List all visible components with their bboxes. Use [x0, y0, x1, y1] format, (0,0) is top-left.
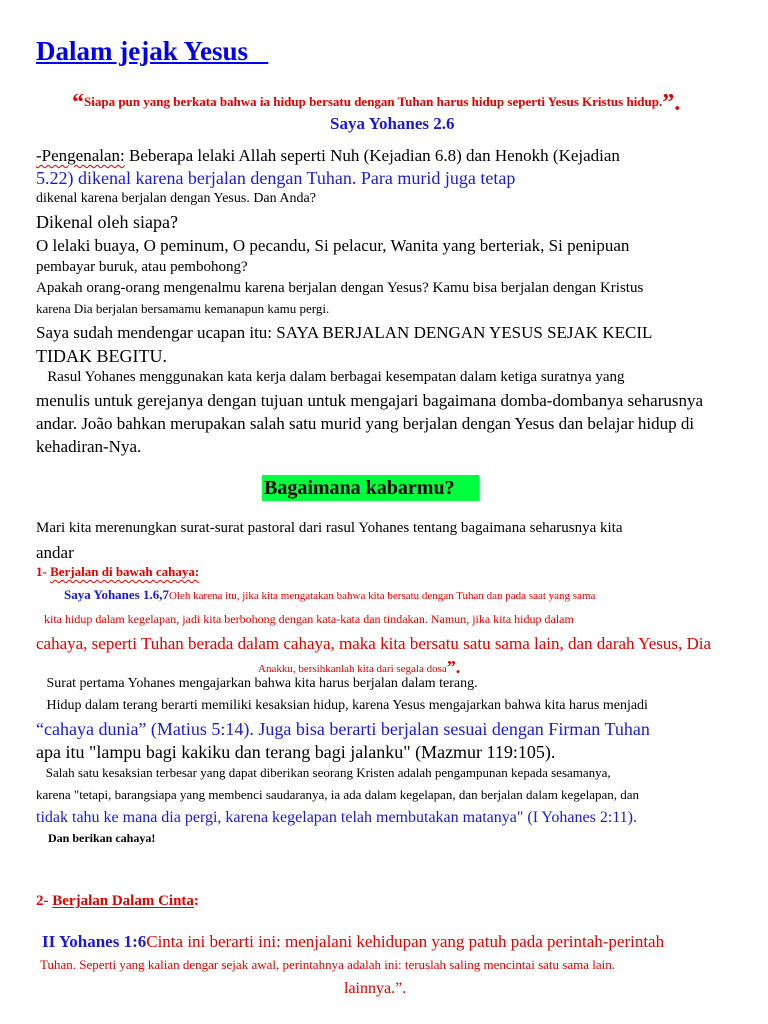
- section-2-line-2: Tuhan. Seperti yang kalian dengar sejak awal, perintahnya adalah ini: teruslah saling mencintai satu sama lain.: [40, 957, 615, 972]
- open-quote-mark: “: [72, 90, 84, 116]
- section-2-reference: II Yohanes 1:6: [42, 932, 147, 951]
- section-1-para-5: Salah satu kesaksian terbesar yang dapat diberikan seorang Kristen adalah pengampunan kepada sesamanya,: [36, 765, 611, 780]
- section-1-heading: 1- Berjalan di bawah cahaya:: [36, 564, 200, 579]
- section-1-quote-line-3: cahaya, seperti Tuhan berada dalam cahaya, maka kita bersatu satu sama lain, dan darah Yesus, Dia: [36, 634, 712, 653]
- page-title: Dalam jejak Yesus: [36, 36, 248, 66]
- intro-line-5: O lelaki buaya, O peminum, O pecandu, Si pelacur, Wanita yang berteriak, Si penipuan: [36, 236, 630, 255]
- section-2-line-1: II Yohanes 1:6Cinta ini berarti ini: menjalani kehidupan yang patuh pada perintah-perintah: [42, 932, 665, 951]
- section-2-line-3: lainnya.”.: [344, 980, 407, 997]
- intro-quote: [72, 86, 680, 114]
- intro-reference: Saya Yohanes 2.6: [330, 114, 455, 133]
- section-1-para-7: tidak tahu ke mana dia pergi, karena kegelapan telah membutakan matanya" (I Yohanes 2:11).: [36, 809, 637, 826]
- section-2-heading: 2- Berjalan Dalam Cinta:: [36, 893, 199, 909]
- intro-label: -Pengenalan:: [36, 146, 125, 165]
- section-1-para-2: Hidup dalam terang berarti memiliki kesaksian hidup, karena Yesus mengajarkan bahwa kita harus menjadi: [36, 698, 648, 713]
- section-1-quote-line-2: kita hidup dalam kegelapan, jadi kita berbohong dengan kata-kata dan tindakan. Namun, jika kita hidup dalam: [44, 612, 574, 626]
- section-1-closing: Dan berikan cahaya!: [48, 831, 156, 845]
- highlight-heading: Bagaimana kabarmu?: [262, 477, 479, 500]
- close-quote-mark: ”.: [662, 90, 681, 116]
- intro-line-6: pembayar buruk, atau pembohong?: [36, 259, 248, 275]
- intro-line-1: -Pengenalan: Beberapa lelaki Allah seperti Nuh (Kejadian 6.8) dan Henokh (Kejadian: [36, 146, 620, 165]
- section-1-para-1: Surat pertama Yohanes mengajarkan bahwa kita harus berjalan dalam terang.: [36, 676, 478, 691]
- section-1-para-4: apa itu "lampu bagi kakiku dan terang bagi jalanku" (Mazmur 119:105).: [36, 742, 556, 762]
- section-1-quote-line-1: Saya Yohanes 1.6,7Oleh karena itu, jika kita mengatakan bahwa kita bersatu dengan Tuhan dan pada saat yang sama: [64, 587, 596, 602]
- intro-line-4: Dikenal oleh siapa?: [36, 212, 178, 232]
- intro-line-9: Saya sudah mendengar ucapan itu: SAYA BERJALAN DENGAN YESUS SEJAK KECIL: [36, 323, 653, 342]
- intro-line-8: karena Dia berjalan bersamamu kemanapun kamu pergi.: [36, 301, 330, 316]
- intro-quote-text: Siapa pun yang berkata bahwa ia hidup bersatu dengan Tuhan harus hidup seperti Yesus Kristus hidup.: [84, 94, 663, 109]
- rasul-line-3: andar. João bahkan merupakan salah satu murid yang berjalan dengan Yesus dan belajar hidup di: [36, 414, 695, 433]
- mari-line-2: andar: [36, 543, 74, 562]
- intro-line-2: 5.22) dikenal karena berjalan dengan Tuhan. Para murid juga tetap: [36, 168, 516, 188]
- mari-line-1: Mari kita merenungkan surat-surat pastoral dari rasul Yohanes tentang bagaimana seharusnya kita: [36, 520, 623, 536]
- section-1-para-3: “cahaya dunia” (Matius 5:14). Juga bisa berarti berjalan sesuai dengan Firman Tuhan: [36, 719, 650, 739]
- rasul-line-4: kehadiran-Nya.: [36, 437, 142, 456]
- section-1-para-6: karena "tetapi, barangsiapa yang membenci saudaranya, ia ada dalam kegelapan, dan berjalan dalam kegelapan, dan: [36, 787, 640, 802]
- rasul-line-2: menulis untuk gerejanya dengan tujuan untuk mengajari bagaimana domba-dombanya seharusnya: [36, 391, 704, 410]
- intro-line-7: Apakah orang-orang mengenalmu karena berjalan dengan Yesus? Kamu bisa berjalan dengan Kristus: [36, 280, 644, 296]
- section-1-reference: Saya Yohanes 1.6,7: [64, 587, 169, 602]
- intro-line-10: TIDAK BEGITU.: [36, 346, 167, 366]
- section-1-quote-line-4: Anakku, bersihkanlah kita dari segala dosa”.: [258, 657, 461, 677]
- intro-line-3: dikenal karena berjalan dengan Yesus. Dan Anda?: [36, 191, 316, 206]
- rasul-line-1: Rasul Yohanes menggunakan kata kerja dalam berbagai kesempatan dalam ketiga suratnya yang: [36, 369, 625, 385]
